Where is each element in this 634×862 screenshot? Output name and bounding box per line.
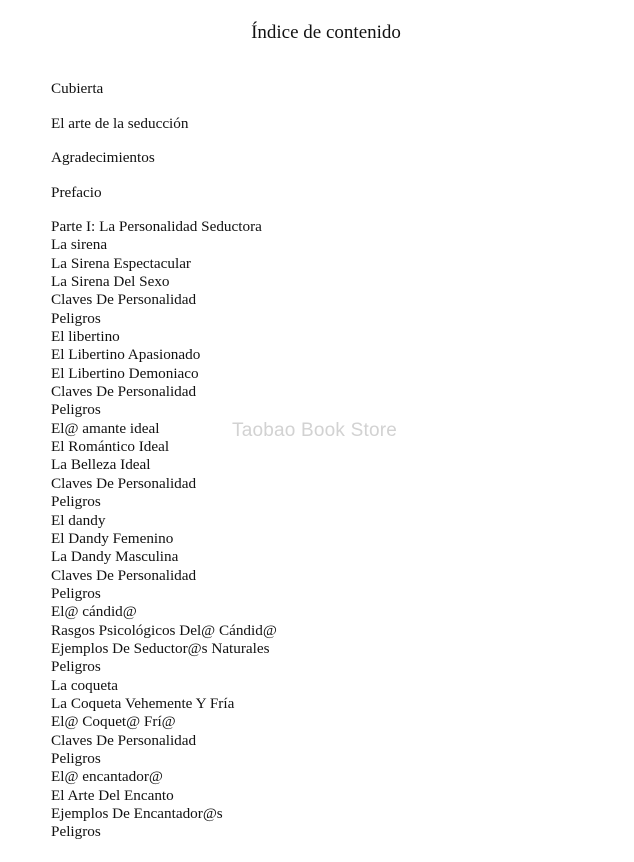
front-matter-list: [51, 80, 188, 218]
toc-entry[interactable]: La Dandy Masculina: [51, 548, 179, 566]
toc-entry[interactable]: Peligros: [51, 401, 101, 419]
toc-entry[interactable]: Claves De Personalidad: [51, 291, 197, 309]
toc-entry[interactable]: Claves De Personalidad: [51, 474, 197, 492]
toc-entry[interactable]: El@ Coquet@ Frí@: [51, 713, 176, 731]
toc-entry[interactable]: El dandy: [51, 511, 106, 529]
toc-entry[interactable]: El Romántico Ideal: [51, 438, 170, 456]
part-one-list: [51, 218, 277, 842]
part-heading[interactable]: Parte I: La Personalidad Seductora: [51, 218, 262, 235]
page-title: Índice de contenido: [251, 22, 401, 43]
toc-entry[interactable]: La Coqueta Vehemente Y Fría: [51, 694, 235, 712]
toc-entry[interactable]: La coqueta: [51, 676, 119, 694]
toc-entry[interactable]: La Sirena Espectacular: [51, 254, 191, 272]
toc-entry[interactable]: Peligros: [51, 493, 101, 511]
toc-entry[interactable]: Claves De Personalidad: [51, 731, 197, 749]
toc-entry[interactable]: El@ amante ideal: [51, 419, 160, 437]
toc-entry[interactable]: Peligros: [51, 749, 101, 767]
toc-entry[interactable]: La sirena: [51, 236, 108, 254]
toc-entry[interactable]: Agradecimientos: [51, 149, 155, 167]
toc-entry[interactable]: El Arte Del Encanto: [51, 786, 174, 804]
toc-entry[interactable]: Rasgos Psicológicos Del@ Cándid@: [51, 621, 277, 639]
toc-entry[interactable]: El Libertino Demoniaco: [51, 364, 199, 382]
toc-entry[interactable]: Ejemplos De Seductor@s Naturales: [51, 639, 270, 657]
toc-entry[interactable]: El libertino: [51, 328, 120, 346]
toc-entry[interactable]: El@ encantador@: [51, 768, 163, 786]
toc-entry[interactable]: Peligros: [51, 658, 101, 676]
toc-entry[interactable]: Claves De Personalidad: [51, 383, 197, 401]
toc-entry[interactable]: El arte de la seducción: [51, 114, 189, 132]
toc-entry[interactable]: El Dandy Femenino: [51, 529, 174, 547]
toc-entry[interactable]: Peligros: [51, 309, 101, 327]
toc-entry[interactable]: El Libertino Apasionado: [51, 346, 201, 364]
toc-entry[interactable]: La Belleza Ideal: [51, 456, 151, 474]
toc-entry[interactable]: Peligros: [51, 584, 101, 602]
toc-entry[interactable]: Claves De Personalidad: [51, 566, 197, 584]
toc-entry[interactable]: Prefacio: [51, 183, 102, 201]
toc-entry[interactable]: Cubierta: [51, 80, 104, 97]
toc-entry[interactable]: El@ cándid@: [51, 603, 137, 621]
watermark: Taobao Book Store: [232, 420, 398, 441]
toc-entry[interactable]: Peligros: [51, 823, 101, 841]
toc-entry[interactable]: Ejemplos De Encantador@s: [51, 805, 223, 822]
toc-entry[interactable]: La Sirena Del Sexo: [51, 273, 170, 291]
